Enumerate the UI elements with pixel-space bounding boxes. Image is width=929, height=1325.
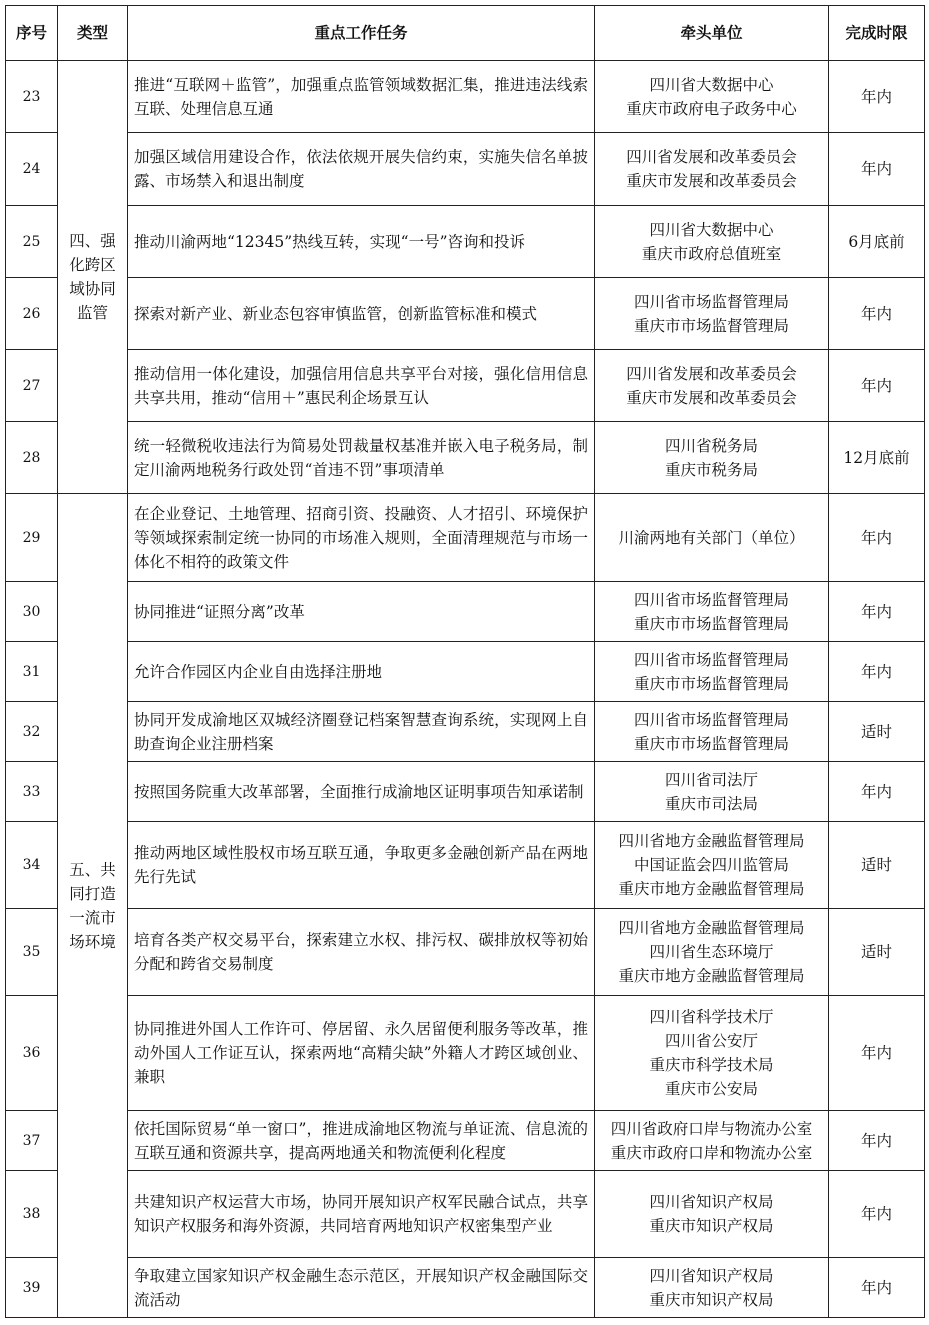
category-cell: 四、强化跨区域协同监管 [58,61,128,494]
row-number: 31 [6,642,58,702]
deadline-cell: 年内 [829,1171,925,1258]
task-cell: 推动信用一体化建设，加强信用信息共享平台对接，强化信用信息共享共用，推动“信用＋”惠民利企场景互认 [128,350,595,422]
task-cell: 探索对新产业、新业态包容审慎监管，创新监管标准和模式 [128,278,595,350]
task-cell: 推动川渝两地“12345”热线互转，实现“一号”咨询和投诉 [128,206,595,278]
row-number: 34 [6,822,58,909]
deadline-cell: 年内 [829,278,925,350]
lead-unit-name: 重庆市政府口岸和物流办公室 [610,1143,813,1162]
table-row [6,996,925,1111]
task-table [5,5,925,1318]
lead-unit-name: 中国证监会四川监管局 [633,856,789,874]
lead-unit-name: 重庆市公安局 [664,1080,758,1098]
table-row [6,1111,925,1171]
lead-unit-name: 四川省知识产权局 [649,1266,774,1285]
category-cell: 五、共同打造一流市场环境 [58,494,128,1318]
lead-unit-name: 四川省政府口岸与物流办公室 [610,1119,813,1138]
lead-unit-name: 重庆市知识产权局 [649,1290,774,1309]
row-number: 38 [6,1171,58,1258]
table-row [6,206,925,278]
lead-unit-name: 重庆市发展和改革委员会 [626,172,797,190]
lead-unit-cell [595,206,829,278]
table-row [6,582,925,642]
table-row [6,422,925,494]
deadline-cell: 年内 [829,582,925,642]
deadline-cell: 年内 [829,642,925,702]
lead-unit-name: 重庆市地方金融监督管理局 [618,967,805,985]
table-row [6,762,925,822]
lead-unit-cell [595,1258,829,1318]
task-cell: 共建知识产权运营大市场，协同开展知识产权军民融合试点，共享知识产权服务和海外资源，共同培育两地知识产权密集型产业 [128,1171,595,1258]
lead-unit-cell [595,996,829,1111]
table-row [6,702,925,762]
lead-unit-cell [595,822,829,909]
lead-unit-name: 四川省科学技术厅 [649,1008,774,1026]
table-row [6,909,925,996]
task-cell: 争取建立国家知识产权金融生态示范区，开展知识产权金融国际交流活动 [128,1258,595,1318]
row-number: 28 [6,422,58,494]
lead-unit-name: 四川省税务局 [664,436,758,455]
table-row [6,642,925,702]
deadline-cell: 年内 [829,494,925,582]
lead-unit-name: 四川省大数据中心 [649,75,774,94]
header-row [6,6,925,61]
lead-unit-cell [595,350,829,422]
lead-unit-name: 重庆市司法局 [664,794,758,813]
lead-unit-name: 重庆市政府总值班室 [641,244,782,263]
lead-unit-name: 四川省知识产权局 [649,1193,774,1211]
deadline-cell: 年内 [829,133,925,206]
lead-unit-name: 重庆市地方金融监督管理局 [618,880,805,898]
task-cell: 在企业登记、土地管理、招商引资、投融资、人才招引、环境保护等领域探索制定统一协同的市场准入规则，全面清理规范与市场一体化不相符的政策文件 [128,494,595,582]
lead-unit-name: 四川省地方金融监督管理局 [618,832,805,850]
lead-unit-name: 重庆市税务局 [664,460,758,479]
task-cell: 按照国务院重大改革部署，全面推行成渝地区证明事项告知承诺制 [128,762,595,822]
deadline-cell: 6月底前 [829,206,925,278]
deadline-cell: 适时 [829,909,925,996]
deadline-cell: 年内 [829,1111,925,1171]
lead-unit-name: 四川省发展和改革委员会 [626,364,797,383]
deadline-cell: 年内 [829,350,925,422]
header-no: 序号 [6,6,58,61]
row-number: 32 [6,702,58,762]
task-cell: 协同推进外国人工作许可、停居留、永久居留便利服务等改革，推动外国人工作证互认，探索两地“高精尖缺”外籍人才跨区域创业、兼职 [128,996,595,1111]
lead-unit-cell [595,642,829,702]
lead-unit-name: 四川省市场监督管理局 [633,292,789,311]
task-cell: 培育各类产权交易平台，探索建立水权、排污权、碳排放权等初始分配和跨省交易制度 [128,909,595,996]
row-number: 33 [6,762,58,822]
row-number: 25 [6,206,58,278]
table-row [6,61,925,133]
lead-unit-name: 四川省市场监督管理局 [633,710,789,729]
lead-unit-name: 四川省市场监督管理局 [633,590,789,609]
header-category: 类型 [58,6,128,61]
row-number: 23 [6,61,58,133]
deadline-cell: 年内 [829,61,925,133]
lead-unit-name: 重庆市政府电子政务中心 [626,99,797,118]
row-number: 24 [6,133,58,206]
lead-unit-cell [595,582,829,642]
lead-unit-name: 四川省市场监督管理局 [633,650,789,669]
deadline-cell: 适时 [829,822,925,909]
lead-unit-name: 重庆市市场监督管理局 [633,734,789,753]
lead-unit-name: 四川省地方金融监督管理局 [618,919,805,937]
lead-unit-name: 四川省公安厅 [664,1032,758,1050]
row-number: 29 [6,494,58,582]
deadline-cell: 适时 [829,702,925,762]
lead-unit-cell [595,422,829,494]
lead-unit-name: 重庆市知识产权局 [649,1217,774,1235]
lead-unit-name: 重庆市市场监督管理局 [633,674,789,693]
task-cell: 统一轻微税收违法行为简易处罚裁量权基准并嵌入电子税务局，制定川渝两地税务行政处罚“首违不罚”事项清单 [128,422,595,494]
table-row [6,350,925,422]
table-row [6,278,925,350]
lead-unit-name: 四川省司法厅 [664,770,758,789]
lead-unit-cell [595,1171,829,1258]
task-cell: 依托国际贸易“单一窗口”，推进成渝地区物流与单证流、信息流的互联互通和资源共享，提高两地通关和物流便利化程度 [128,1111,595,1171]
lead-unit-cell [595,61,829,133]
lead-unit-name: 四川省大数据中心 [649,220,774,239]
task-cell: 加强区域信用建设合作，依法依规开展失信约束，实施失信名单披露、市场禁入和退出制度 [128,133,595,206]
lead-unit-name: 重庆市市场监督管理局 [633,316,789,335]
table-row [6,133,925,206]
lead-unit-cell [595,494,829,582]
deadline-cell: 12月底前 [829,422,925,494]
lead-unit-name: 四川省发展和改革委员会 [626,148,797,166]
task-cell: 协同推进“证照分离”改革 [128,582,595,642]
table-row [6,494,925,582]
task-cell: 推动两地区域性股权市场互联互通，争取更多金融创新产品在两地先行先试 [128,822,595,909]
table-row [6,1258,925,1318]
table-row [6,822,925,909]
row-number: 36 [6,996,58,1111]
row-number: 30 [6,582,58,642]
header-lead-unit: 牵头单位 [595,6,829,61]
deadline-cell: 年内 [829,996,925,1111]
lead-unit-name: 四川省生态环境厅 [649,943,774,961]
row-number: 26 [6,278,58,350]
deadline-cell: 年内 [829,762,925,822]
row-number: 27 [6,350,58,422]
task-cell: 允许合作园区内企业自由选择注册地 [128,642,595,702]
header-task: 重点工作任务 [128,6,595,61]
deadline-cell: 年内 [829,1258,925,1318]
lead-unit-cell [595,1111,829,1171]
table-body [6,61,925,1318]
table-row [6,1171,925,1258]
task-cell: 推进“互联网＋监管”，加强重点监管领域数据汇集，推进违法线索互联、处理信息互通 [128,61,595,133]
lead-unit-cell [595,278,829,350]
lead-unit-cell [595,702,829,762]
row-number: 39 [6,1258,58,1318]
lead-unit-name: 重庆市发展和改革委员会 [626,388,797,407]
lead-unit-name: 重庆市市场监督管理局 [633,614,789,633]
lead-unit-name: 川渝两地有关部门（单位） [618,528,805,547]
lead-unit-name: 重庆市科学技术局 [649,1056,774,1074]
lead-unit-cell [595,762,829,822]
task-cell: 协同开发成渝地区双城经济圈登记档案智慧查询系统，实现网上自助查询企业注册档案 [128,702,595,762]
lead-unit-cell [595,133,829,206]
lead-unit-cell [595,909,829,996]
row-number: 37 [6,1111,58,1171]
row-number: 35 [6,909,58,996]
header-deadline: 完成时限 [829,6,925,61]
